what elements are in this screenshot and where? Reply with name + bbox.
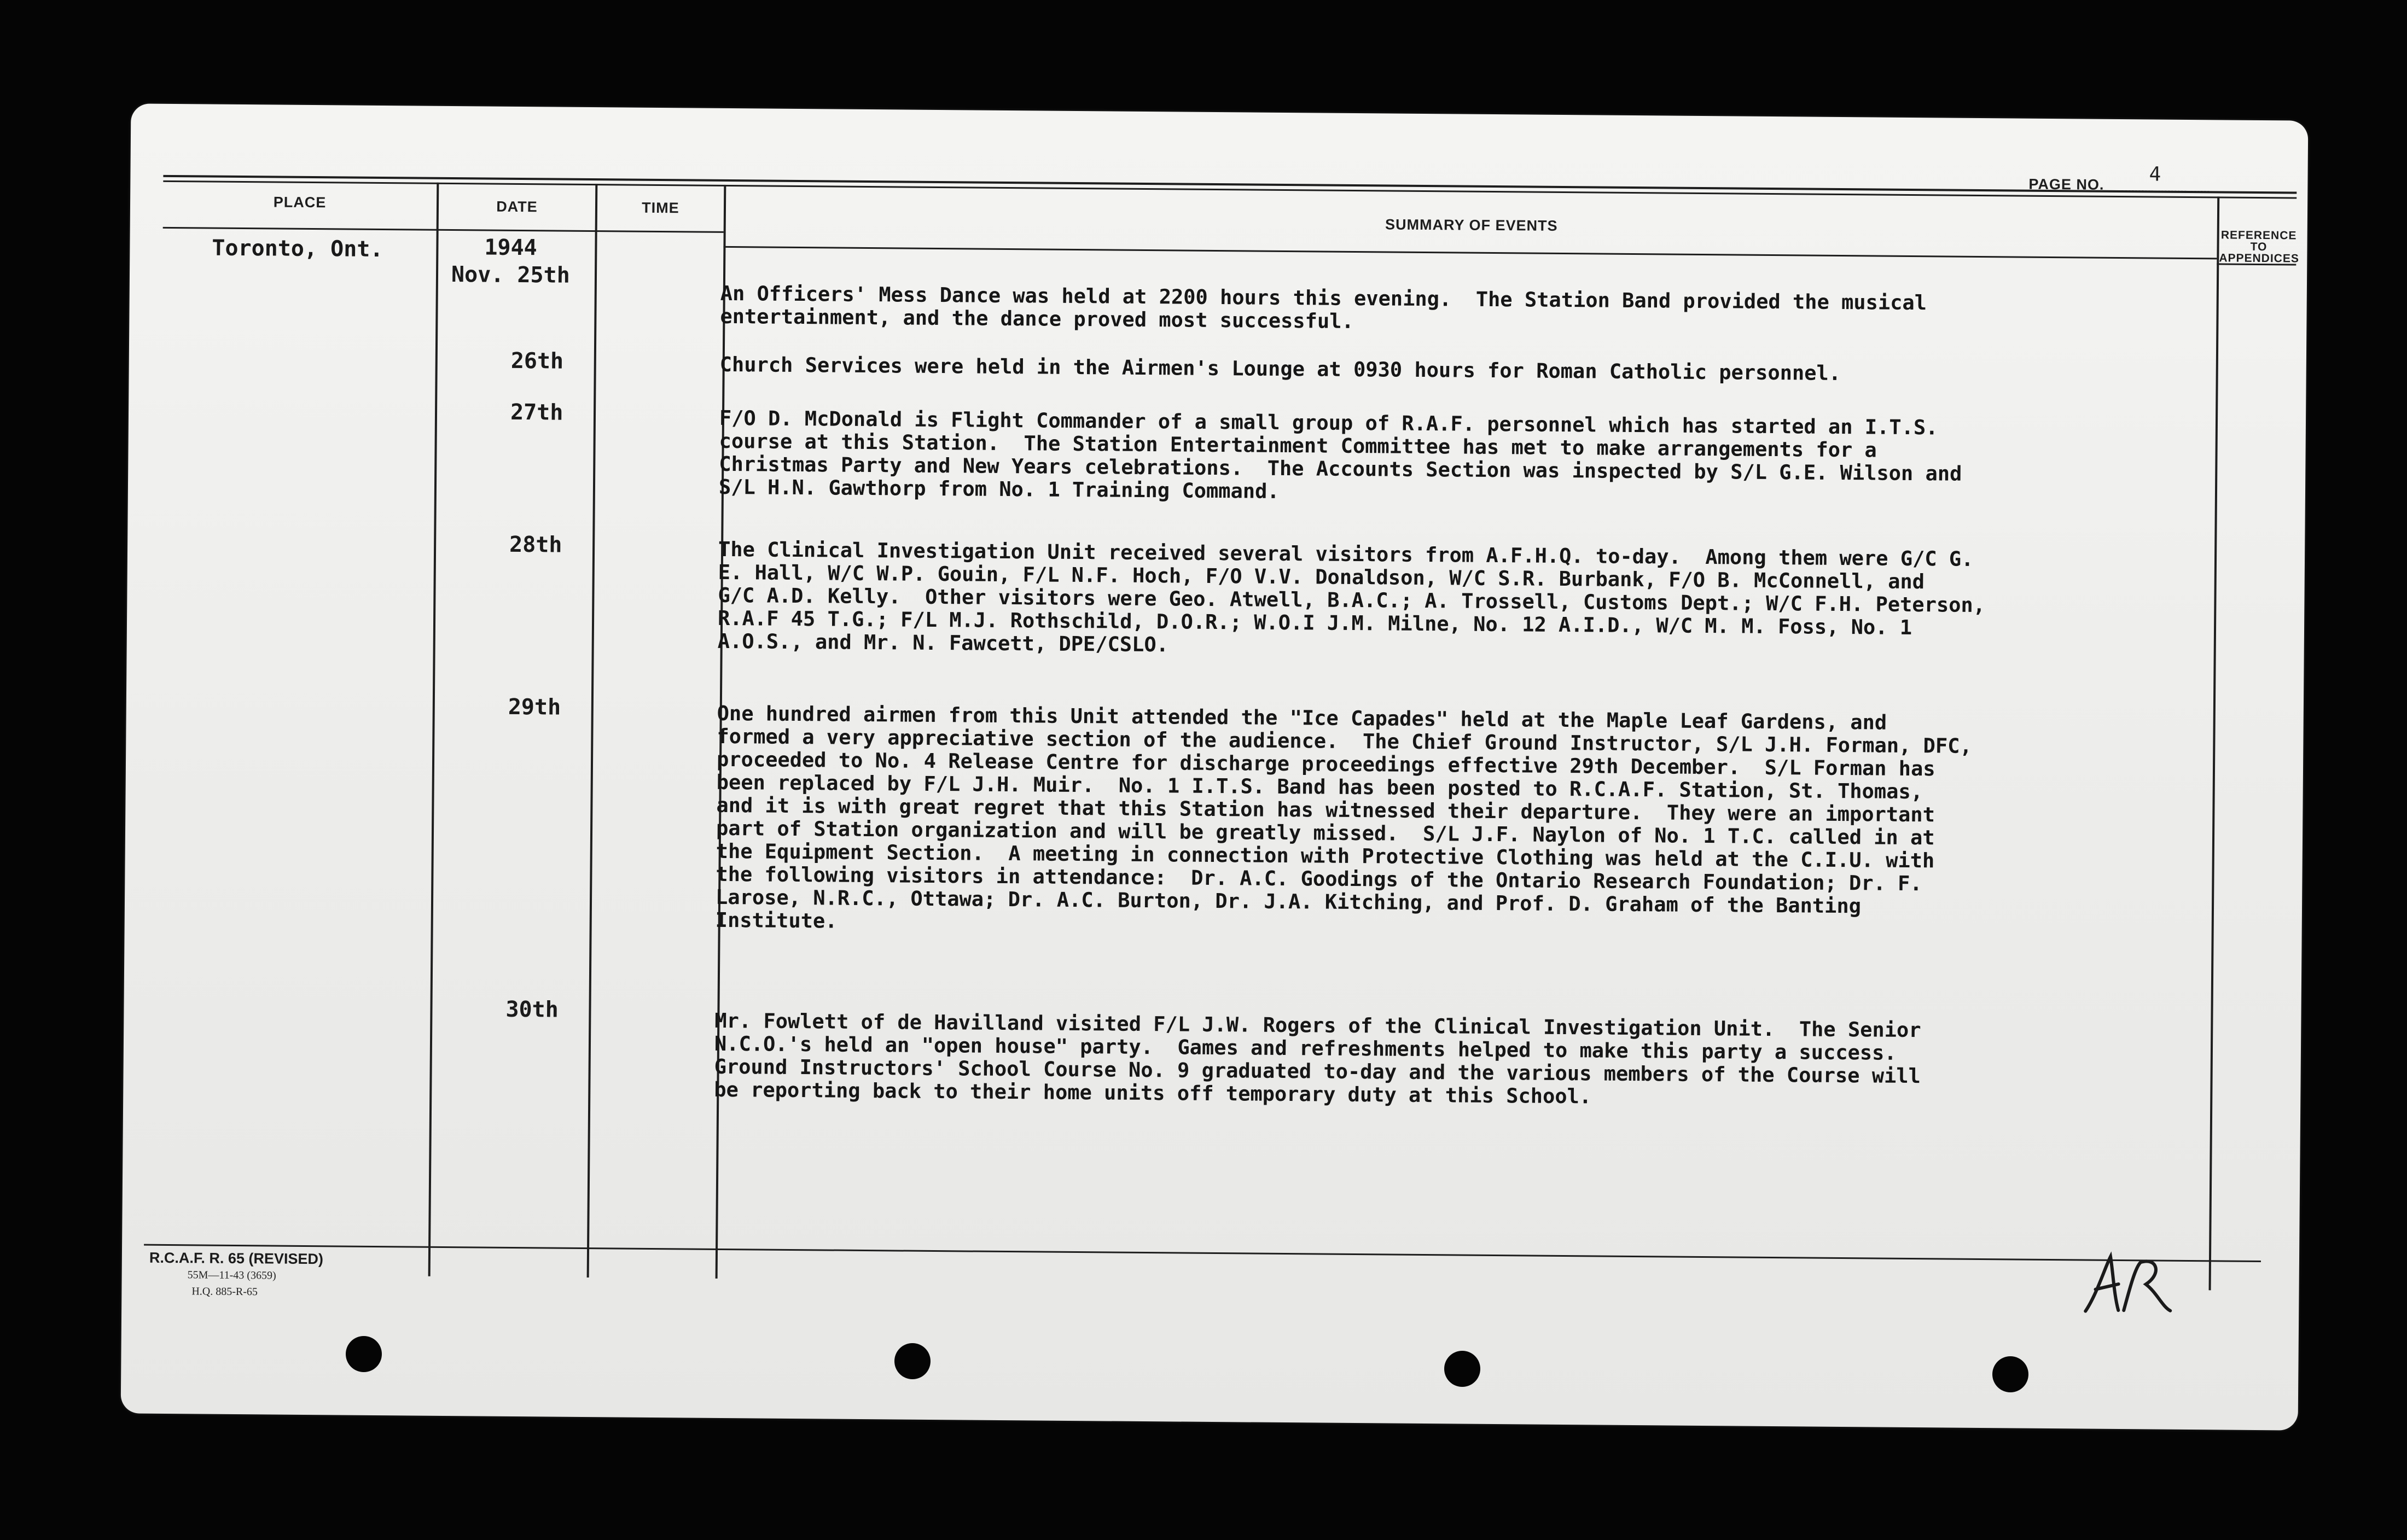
entry-date: 30th bbox=[505, 996, 559, 1023]
column-header-reference bbox=[2219, 229, 2298, 264]
signature-initials-icon bbox=[2080, 1245, 2173, 1322]
entry-date: 26th bbox=[510, 348, 564, 374]
punch-hole bbox=[1444, 1351, 1480, 1387]
form-print-line: 55M—11-43 (3659) bbox=[187, 1269, 276, 1282]
diary-card bbox=[121, 103, 2309, 1430]
header-bottom-rule-summary bbox=[723, 246, 2217, 259]
entry-text: One hundred airmen from this Unit attended the "Ice Capades" held at the Maple Leaf Gardens, and formed a very appreciative section of the audience. The Chief Ground Instructor, S/L J.H. Forman, DFC, proceeded to No. 4 Release Centre for discharge proceedings effective 29th December. S/L Forman has been replaced by F/L J.H. Muir. No. 1 I.T.S. Band has been posted to R.C.A.F. Station, St. Thomas, and it is with great regret that this Station has witnessed their departure. They were an important part of Station organization and will be greatly missed. S/L J.F. Naylon of No. 1 T.C. called in at the Equipment Section. A meeting in connection with Protective Clothing was held at the C.I.U. with the following visitors in attendance: Dr. A.C. Goodings of the Ontario Research Foundation; Dr. F. Larose, N.R.C., Ottawa; Dr. A.C. Burton, Dr. J.A. Kitching, and Prof. D. Graham of the Banting Institute. bbox=[715, 701, 1972, 933]
year-value: 1944 bbox=[484, 235, 537, 261]
column-divider-summary-ref bbox=[2209, 196, 2220, 1290]
column-header-time: TIME bbox=[642, 199, 679, 217]
column-divider-date-time bbox=[587, 184, 598, 1278]
reference-header-line2: APPENDICES bbox=[2219, 252, 2299, 265]
form-hq-line: H.Q. 885-R-65 bbox=[191, 1285, 258, 1298]
header-bottom-rule-left bbox=[163, 227, 724, 233]
punch-hole bbox=[894, 1343, 931, 1379]
form-identifier: R.C.A.F. R. 65 (REVISED) bbox=[149, 1249, 324, 1268]
column-header-summary: SUMMARY OF EVENTS bbox=[1385, 216, 1558, 234]
punch-hole bbox=[1992, 1356, 2028, 1392]
place-value: Toronto, Ont. bbox=[212, 235, 383, 262]
column-header-date: DATE bbox=[496, 198, 538, 215]
entry-text: The Clinical Investigation Unit received several visitors from A.F.H.Q. to-day. Among them were G/C G. E. Hall, W/C W.P. Gouin, F/L N.F. Hoch, F/O V.V. Donaldson, W/C S.R. Burbank, F/O B. McConnell, and G/C A.D. Kelly. Other visitors were Geo. Atwell, B.A.C.; A. Trossell, Customs Dept.; W/C F.H. Peterson, R.A.F 45 T.G.; F/L M.J. Rothschild, D.O.R.; W.O.I J.M. Milne, No. 12 A.I.D., W/C M. M. Foss, No. 1 A.O.S., and Mr. N. Fawcett, DPE/CSLO. bbox=[717, 537, 1986, 657]
entry-text: Church Services were held in the Airmen's Lounge at 0930 hours for Roman Catholic personnel. bbox=[719, 352, 1841, 385]
entry-text: F/O D. McDonald is Flight Commander of a small group of R.A.F. personnel which has started an I.T.S. course at this Station. The Station Entertainment Committee has met to make arrangements for a Christmas Party and New Years celebrations. The Accounts Section was inspected by S/L G.E. Wilson and S/L H.N. Gawthorp from No. 1 Training Command. bbox=[718, 406, 1962, 503]
page-number-label: PAGE NO. bbox=[2028, 176, 2104, 193]
entry-date: Nov. 25th bbox=[451, 262, 570, 288]
column-divider-place-date bbox=[428, 183, 439, 1276]
form-bottom-rule bbox=[144, 1244, 2261, 1262]
entry-text: Mr. Fowlett of de Havilland visited F/L J.W. Rogers of the Clinical Investigation Unit. The Senior N.C.O.'s held an "open house" party. Games and refreshments helped to make this party a success. Ground Instructors' School Course No. 9 graduated to-day and the various members of the Course will be reporting back to their home units off temporary duty at this School. bbox=[714, 1008, 1921, 1109]
punch-hole bbox=[346, 1336, 382, 1372]
page-number-value: 4 bbox=[2149, 163, 2161, 186]
entry-date: 28th bbox=[509, 532, 562, 558]
reference-header-line1: REFERENCE TO bbox=[2220, 229, 2297, 254]
entry-date: 29th bbox=[508, 694, 561, 720]
entry-text: An Officers' Mess Dance was held at 2200 hours this evening. The Station Band provided the musical entertainment, and the dance proved most successful. bbox=[720, 281, 1927, 333]
column-header-place: PLACE bbox=[273, 194, 327, 211]
entry-date: 27th bbox=[510, 399, 563, 425]
